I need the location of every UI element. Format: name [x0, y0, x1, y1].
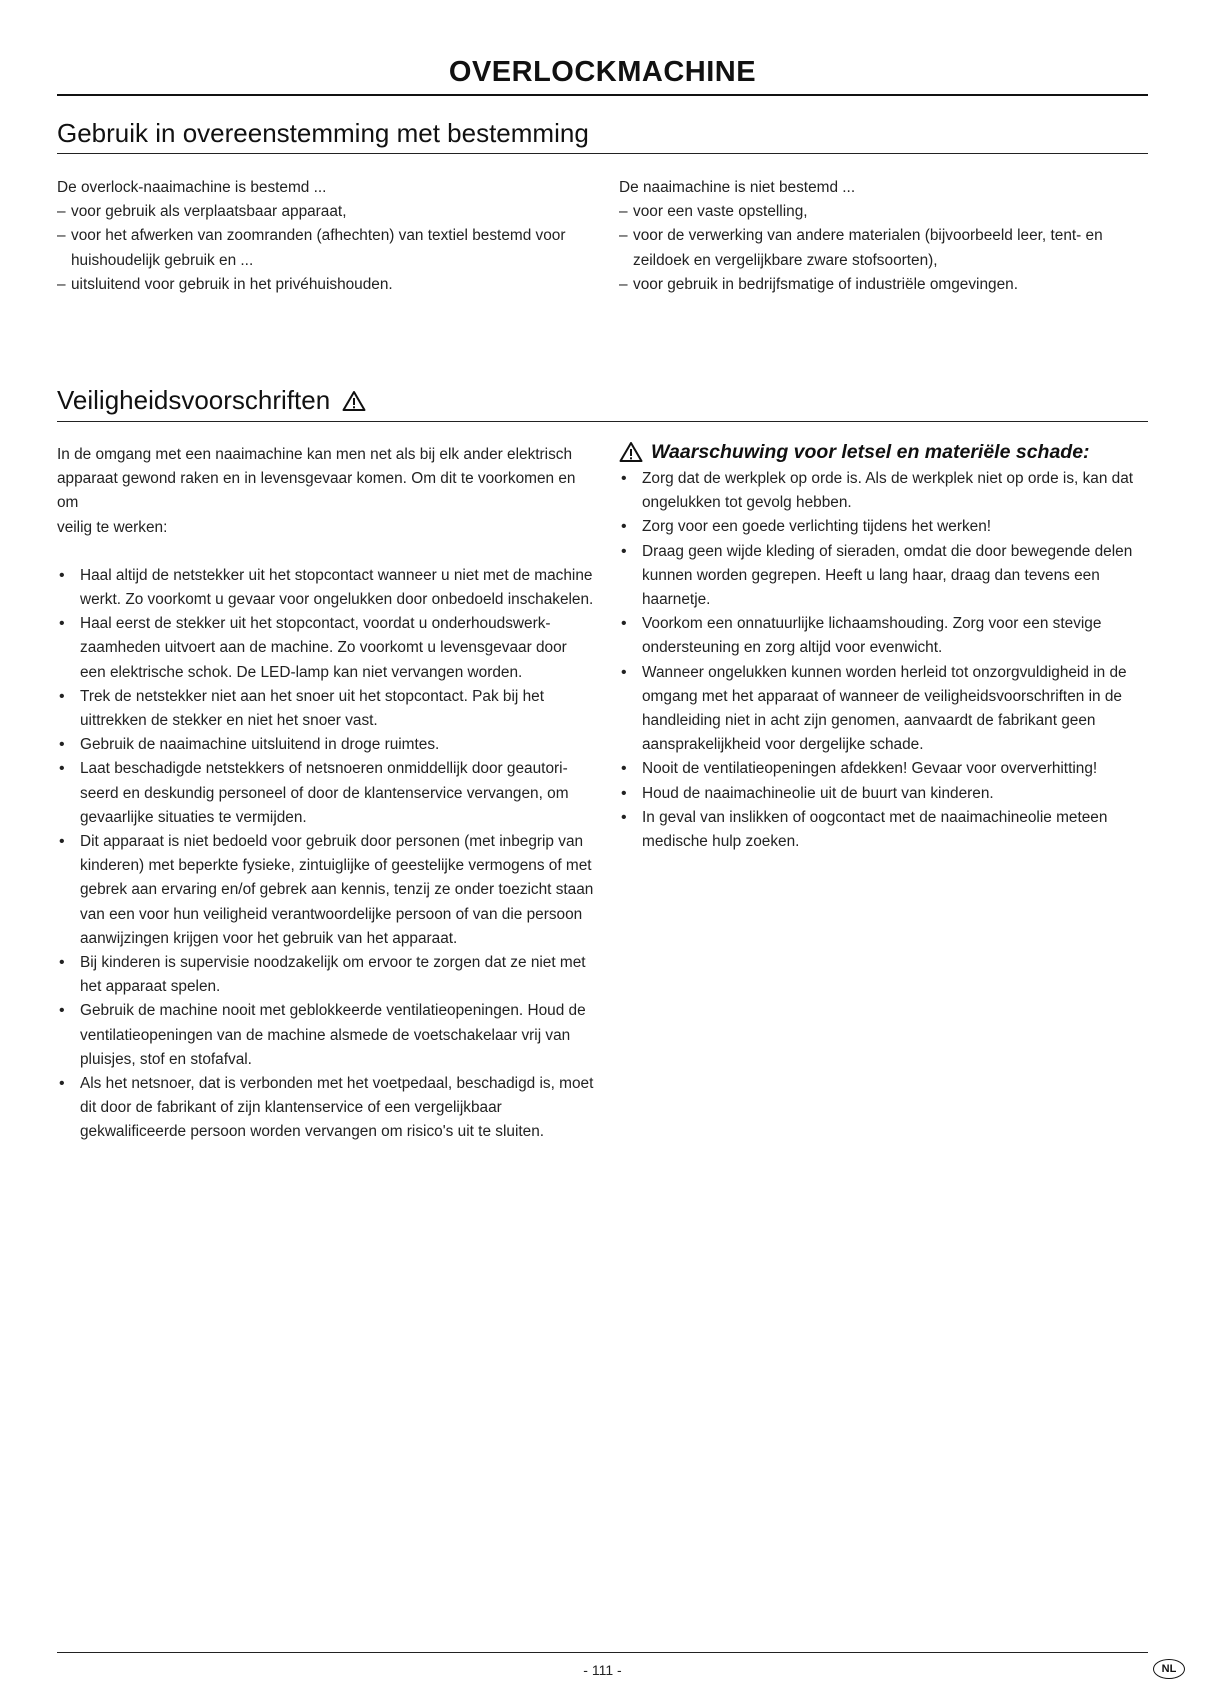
intended-use-list	[57, 200, 577, 297]
list-item: • Gebruik de machine nooit met geblokkeerde ventilatieopeningen. Houd de ventilatieopeningen van de machine alsmede de voetschakelaar vrij van pluisjes, stof en stofafval.	[57, 999, 595, 1072]
list-item: • Houd de naaimachineolie uit de buurt van kinderen.	[619, 782, 1149, 806]
language-badge: NL	[1153, 1659, 1185, 1679]
list-item: • Bij kinderen is supervisie noodzakelijk om ervoor te zorgen dat ze niet met het apparaat spelen.	[57, 951, 595, 999]
list-item: – uitsluitend voor gebruik in het privéhuishouden.	[57, 273, 577, 297]
safety-intro: In de omgang met een naaimachine kan men net als bij elk ander elektrisch apparaat gewond raken en in levensgevaar komen. Om dit te voorkomen en om	[57, 446, 576, 512]
list-item: • Laat beschadigde netstekkers of netsnoeren onmiddellijk door geautoriseerd en deskundig personeel of door de klantenservice vervangen, om gevaarlijke situaties te vermijden.	[57, 757, 595, 830]
section-heading-text: Gebruik in overeenstemming met bestemming	[57, 118, 589, 148]
intended-use-column	[57, 176, 577, 297]
page-title: OVERLOCKMACHINE	[448, 56, 757, 88]
warning-column	[619, 439, 1149, 854]
list-item: • In geval van inslikken of oogcontact met de naaimachineolie meteen medische hulp zoeken.	[619, 806, 1149, 854]
page-number: - 111 -	[583, 1662, 622, 1678]
not-intended-use-list	[619, 200, 1149, 297]
section-heading-intended-use	[57, 118, 589, 149]
list-item: • Gebruik de naaimachine uitsluitend in droge ruimtes.	[57, 733, 595, 757]
list-item: – voor een vaste opstelling,	[619, 200, 1149, 224]
safety-intro-continued: veilig te werken:	[57, 518, 168, 536]
list-item: – voor het afwerken van zoomranden (afhechten) van textiel bestemd voor huishoudelijk gebruik en ...	[57, 224, 577, 272]
list-item: • Trek de netstekker niet aan het snoer uit het stopcontact. Pak bij het uittrekken de stekker en niet het snoer vast.	[57, 685, 595, 733]
list-item: • Dit apparaat is niet bedoeld voor gebruik door personen (met inbegrip van kinderen) met beperkte fysieke, zintuiglijke of geestelijke vermogens of met gebrek aan ervaring en/of gebrek aan kennis, tenzij ze onder toezicht staan van een voor hun veiligheid verantwoordelijke persoon of van die persoon aanwijzingen krijgen voor het gebruik van het apparaat.	[57, 830, 595, 951]
list-item: • Voorkom een onnatuurlijke lichaamshouding. Zorg voor een stevige ondersteuning en zorg altijd voor evenwicht.	[619, 612, 1149, 660]
not-intended-use-column	[619, 176, 1149, 297]
safety-bullet-list	[57, 564, 595, 1145]
list-item: • Wanneer ongelukken kunnen worden herleid tot onzorgvuldigheid in de omgang met het apparaat of wanneer de veiligheidsvoorschriften in de handleiding niet in acht zijn genomen, aanvaardt de fabrikant geen aansprakelijkheid voor dergelijke schade.	[619, 661, 1149, 758]
section-heading-safety	[57, 385, 366, 416]
warning-icon	[342, 390, 366, 412]
section-rule	[57, 153, 1148, 154]
footer-rule	[57, 1652, 1148, 1653]
list-item: • Als het netsnoer, dat is verbonden met het voetpedaal, beschadigd is, moet dit door de fabrikant of zijn klantenservice of een vergelijkbaar gekwalificeerde persoon worden vervangen om risico's uit te sluiten.	[57, 1072, 595, 1145]
title-rule	[57, 94, 1148, 96]
not-intended-use-intro: De naaimachine is niet bestemd ...	[619, 179, 856, 196]
list-item: • Nooit de ventilatieopeningen afdekken! Gevaar voor oververhitting!	[619, 757, 1149, 781]
list-item: • Zorg dat de werkplek op orde is. Als de werkplek niet op orde is, kan dat ongelukken tot gevolg hebben.	[619, 467, 1149, 515]
list-item: • Haal eerst de stekker uit het stopcontact, voordat u onderhoudswerkzaamheden uitvoert aan de machine. Zo voorkomt u levensgevaar door een elektrische schok. De LED-lamp kan niet vervangen worden.	[57, 612, 595, 685]
list-item: – voor de verwerking van andere materialen (bijvoorbeeld leer, tent- en zeildoek en vergelijkbare zware stofsoorten),	[619, 224, 1149, 272]
list-item: • Draag geen wijde kleding of sieraden, omdat die door bewegende delen kunnen worden gegrepen. Heeft u lang haar, draag dan tevens een haarnetje.	[619, 540, 1149, 613]
section-heading-text: Veiligheidsvoorschriften	[57, 385, 331, 415]
intended-use-intro: De overlock-naaimachine is bestemd ...	[57, 179, 327, 196]
list-item: – voor gebruik in bedrijfsmatige of industriële omgevingen.	[619, 273, 1149, 297]
list-item: • Haal altijd de netstekker uit het stopcontact wanneer u niet met de machine werkt. Zo voorkomt u gevaar voor ongelukken door onbedoeld inschakelen.	[57, 564, 595, 612]
list-item: • Zorg voor een goede verlichting tijdens het werken!	[619, 515, 1149, 539]
list-item: – voor gebruik als verplaatsbaar apparaat,	[57, 200, 577, 224]
warning-icon	[619, 441, 643, 463]
warning-bullet-list	[619, 467, 1149, 854]
warning-heading-text: Waarschuwing voor letsel en materiële schade:	[651, 441, 1090, 463]
warning-heading	[619, 439, 1149, 465]
safety-left-column	[57, 443, 595, 1145]
section-rule	[57, 421, 1148, 422]
